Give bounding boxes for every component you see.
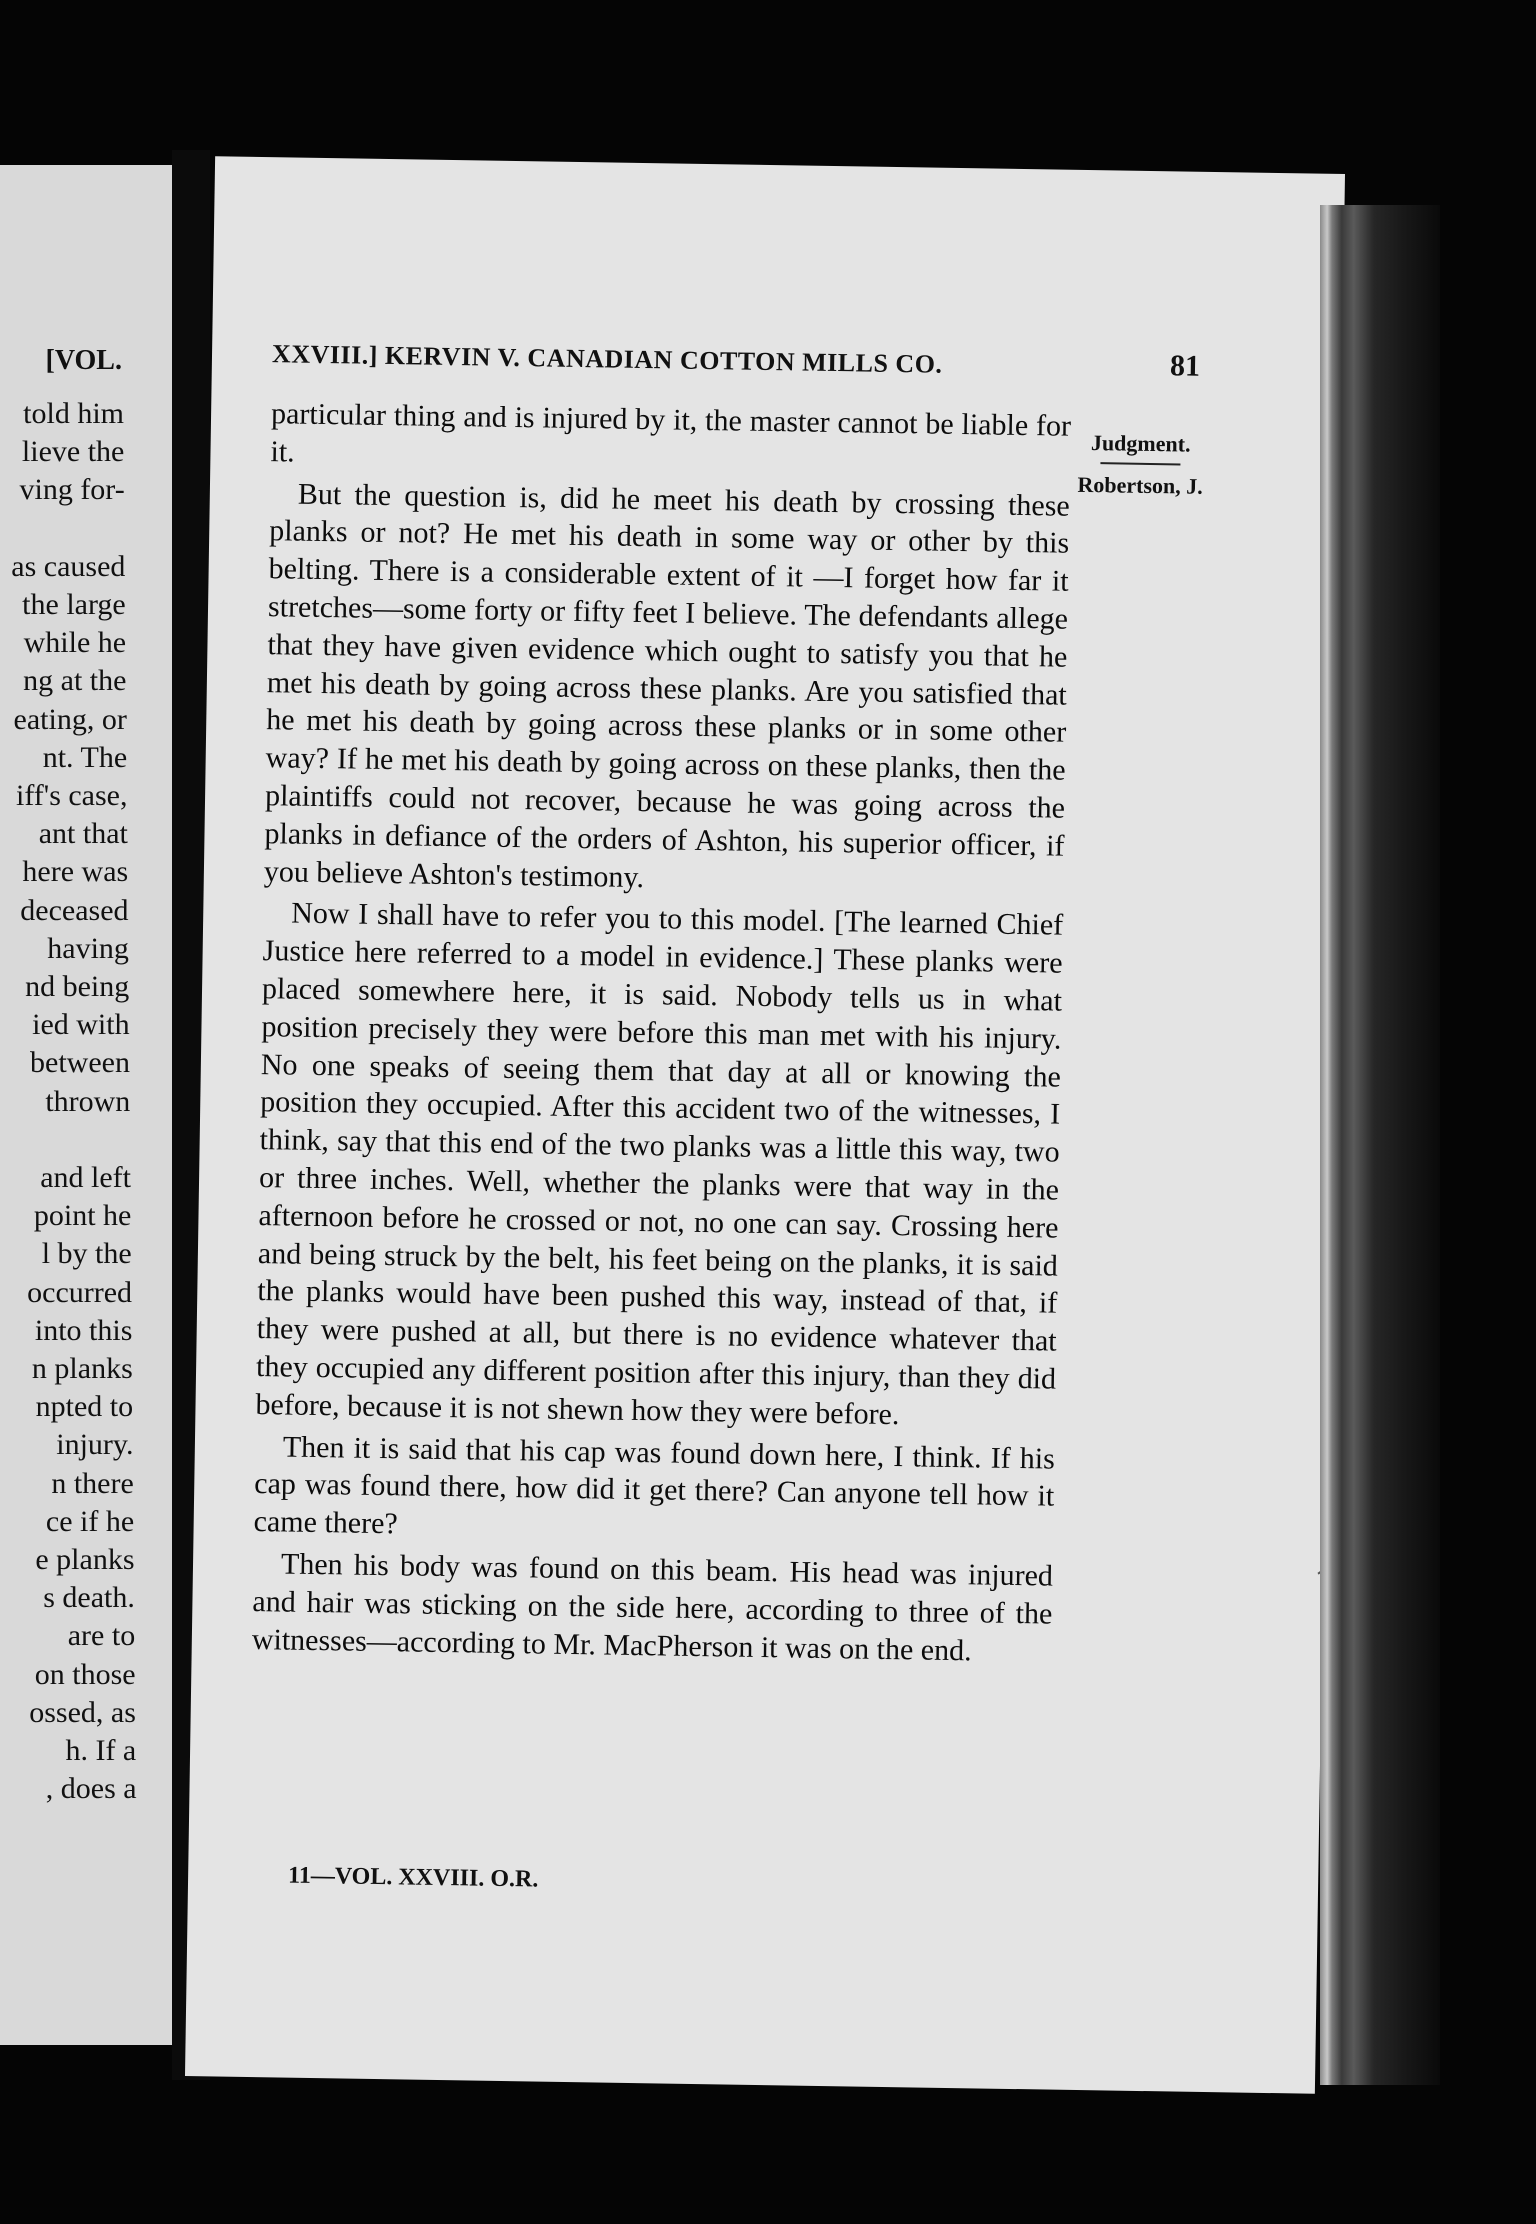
left-page-line: between (30, 1046, 130, 1080)
left-page-line: ce if he (45, 1504, 135, 1538)
body-text (251, 395, 1071, 1675)
paragraph-3: Now I shall have to refer you to this model. [The learned Chief Justice here referred to a model in evidence.] These planks were placed somewhere here, it is said. Nobody tells us in what position precisely they were before this man met with his injury. No one speaks of seeing them that day at all or knowing the position they occupied. After this accident two of the witnesses, I think, say that this end of the two planks was a little this way, two or three inches. Well, whether the planks were that way in the afternoon before he crossed or not, no one can say. Crossing here and being struck by the belt, his feet being on the planks, it is said the planks would have been pushed this way, instead of that, if they were pushed at all, but there is no evidence whatever that they occupied any different position after this injury, than they did before, because it is not shewn how they were before. (255, 896, 1064, 1431)
left-page-line: while he (23, 626, 127, 660)
left-page-line: iff's case, (16, 779, 128, 812)
side-note-rule (1100, 462, 1180, 465)
paragraph-5: Then his body was found on this beam. His head was injured and hair was sticking on the side here, according to three of the witnesses—according to Mr. MacPherson it was on the end. (251, 1547, 1054, 1667)
left-page-line: on those (34, 1657, 136, 1691)
side-note-judge: Robertson, J. (1077, 471, 1203, 499)
left-page-line: l by the (41, 1237, 132, 1271)
left-page-line: having (47, 931, 129, 965)
left-page-line: ied with (32, 1008, 130, 1042)
left-page-line: , does a (45, 1772, 137, 1806)
left-page-line: into this (34, 1313, 133, 1347)
left-page-line: ossed, as (29, 1695, 136, 1729)
page-footer: 11—VOL. XXVIII. O.R. (287, 1862, 539, 1893)
left-page-line: e planks (35, 1543, 135, 1576)
left-page-line: ving for- (19, 473, 125, 507)
right-page (185, 156, 1345, 2094)
left-page-line: injury. (56, 1428, 134, 1462)
paragraph-4: Then it is said that his cap was found down here, I think. If his cap was found there, how did it get there? Can anyone tell how it came there? (253, 1429, 1056, 1541)
paragraph-1: particular thing and is injured by it, the master cannot be liable for it. (270, 397, 1072, 469)
left-page-line: and left (40, 1161, 131, 1194)
left-page-line: h. If a (65, 1734, 137, 1767)
paragraph-2: But the question is, did he meet his death by crossing these planks or not? He met his death in some way or other by this belting. There is a considerable extent of it —I forget how far it stretches—some forty or fifty feet I believe. The defendants allege that they have given evidence which ought to satisfy you that he met his death by going across these planks. Are you satisfied that he met his death by going across these planks or in some other way? If he met his death by going across on these planks, then the plaintiffs could not recover, because he was going across the planks in defiance of the orders of Ashton, his superior officer, if you believe Ashton's testimony. (263, 477, 1071, 894)
left-page-line: thrown (45, 1084, 131, 1118)
left-page-line: ng at the (23, 664, 127, 698)
left-page-line: are to (67, 1619, 136, 1653)
left-page-line: as caused (11, 549, 126, 583)
running-head: XXVIII.] KERVIN V. CANADIAN COTTON MILLS CO. (271, 339, 943, 379)
left-page-header: [VOL. (45, 345, 122, 376)
left-page-line: told him (23, 397, 124, 430)
left-page (0, 165, 172, 2045)
left-page-line: ant that (38, 817, 128, 851)
page-edges (1320, 205, 1440, 2085)
left-page-line: n there (51, 1466, 134, 1500)
left-page-line: s death. (43, 1581, 135, 1615)
page-number: 81 (1169, 349, 1201, 383)
left-page-line: point he (33, 1199, 132, 1233)
left-page-line: nt. The (42, 740, 128, 774)
side-note-label: Judgment. (1090, 430, 1191, 457)
left-page-line: npted to (35, 1390, 134, 1424)
left-page-line: nd being (25, 970, 130, 1003)
left-page-line: occurred (27, 1275, 133, 1309)
left-page-line: here was (22, 855, 129, 889)
left-page-line: lieve the (21, 435, 125, 469)
left-page-line: the large (22, 588, 126, 621)
left-page-line: deceased (20, 893, 129, 927)
left-page-line: n planks (31, 1352, 133, 1385)
left-page-line: eating, or (13, 702, 127, 736)
